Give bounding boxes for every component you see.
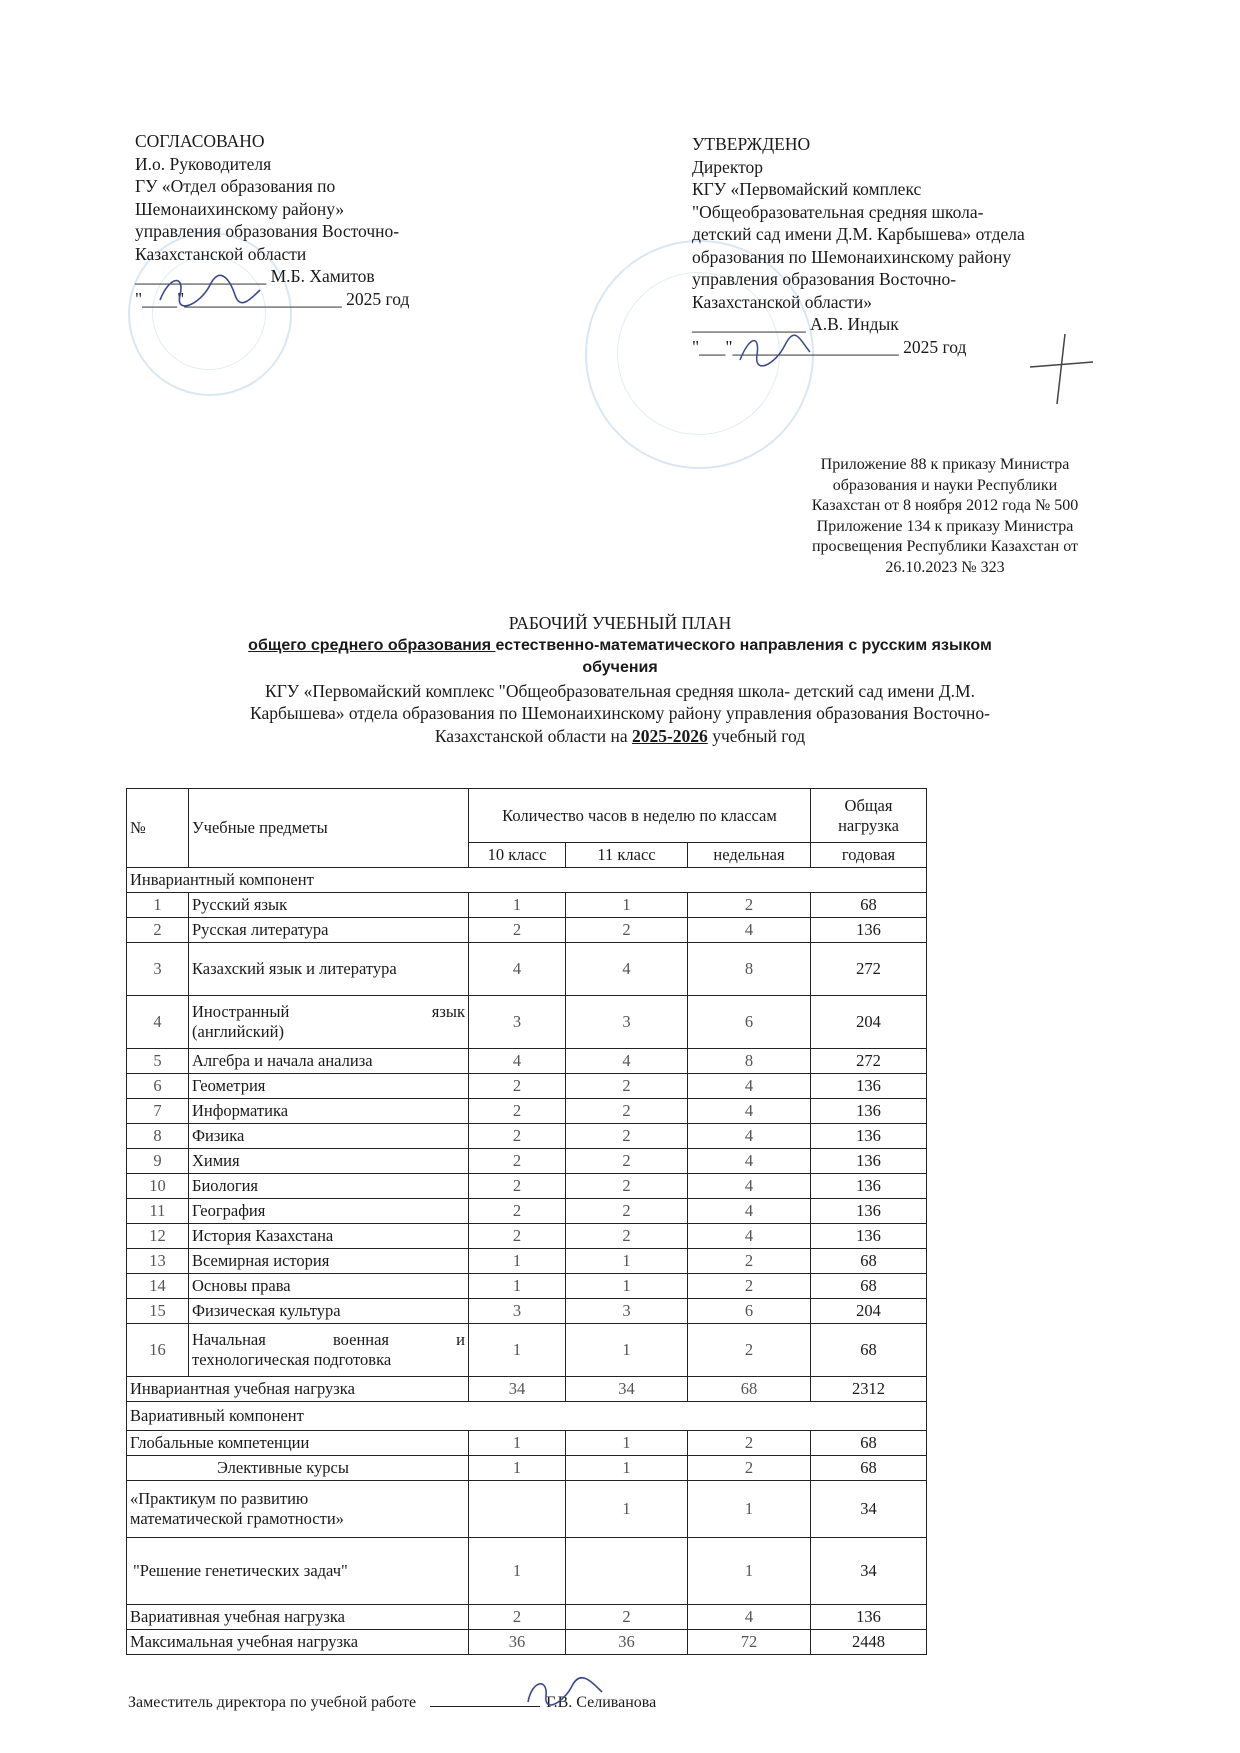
agreed-line: Шемонаихинскому району»	[135, 198, 345, 219]
row-num: 2	[127, 918, 189, 943]
row-year: 68	[811, 1249, 927, 1274]
row-g11: 1	[566, 1456, 688, 1481]
approved-line: УТВЕРЖДЕНО	[692, 134, 811, 154]
row-g10: 2	[469, 1605, 566, 1630]
row-week: 2	[688, 1431, 811, 1456]
agreed-line: ГУ «Отдел образования по	[135, 176, 336, 196]
row-subject: Биология	[189, 1174, 469, 1199]
row-week: 4	[688, 1199, 811, 1224]
row-g10: 2	[469, 1224, 566, 1249]
row-week: 4	[688, 1074, 811, 1099]
row-week: 72	[688, 1630, 811, 1655]
approved-line: образования по Шемонаихинскому району	[692, 246, 1012, 267]
approved-line: детский сад имени Д.М. Карбышева» отдела	[692, 224, 1025, 244]
row-week: 4	[688, 1149, 811, 1174]
row-num: 3	[127, 943, 189, 996]
row-g10: 2	[469, 1099, 566, 1124]
title-year-line	[120, 725, 1120, 748]
table-row	[127, 943, 927, 996]
row-g11: 1	[566, 1481, 688, 1538]
row-year: 272	[811, 943, 927, 996]
row-subject: Алгебра и начала анализа	[189, 1049, 469, 1074]
row-label: Вариативная учебная нагрузка	[127, 1605, 469, 1630]
row-subject: Геометрия	[189, 1074, 469, 1099]
row-subject-line: Иностранный язык	[192, 1002, 465, 1021]
signoff-signature	[520, 1672, 610, 1712]
approved-block	[692, 133, 1025, 358]
row-week: 8	[688, 1049, 811, 1074]
row-g10: 1	[469, 1249, 566, 1274]
header-num: №	[127, 789, 189, 868]
title-direction-rest: естественно-математического направления с русским языком	[495, 636, 992, 654]
row-g11: 2	[566, 1174, 688, 1199]
row-week: 8	[688, 943, 811, 996]
document-title	[120, 612, 1120, 747]
agreed-line: управления образования Восточно-	[135, 221, 400, 241]
table-row	[127, 1099, 927, 1124]
row-g10: 2	[469, 1199, 566, 1224]
header-grade11: 11 класс	[566, 843, 688, 868]
row-num: 7	[127, 1099, 189, 1124]
row-year: 68	[811, 1431, 927, 1456]
row-g11: 2	[566, 1199, 688, 1224]
row-g11: 1	[566, 1431, 688, 1456]
row-g11: 3	[566, 1299, 688, 1324]
row-subject: Казахский язык и литература	[189, 943, 469, 996]
approved-line: _____________ А.В. Индык	[692, 314, 899, 334]
section-row	[127, 868, 927, 893]
agreed-line: Казахстанской области	[135, 243, 307, 264]
table-row	[127, 1299, 927, 1324]
row-year: 204	[811, 996, 927, 1049]
row-g11: 4	[566, 943, 688, 996]
row-week: 68	[688, 1377, 811, 1402]
row-week: 6	[688, 1299, 811, 1324]
approved-line: КГУ «Первомайский комплекс	[692, 179, 922, 199]
approved-line: Директор	[692, 156, 764, 177]
row-year: 272	[811, 1049, 927, 1074]
row-week: 2	[688, 1456, 811, 1481]
row-g11: 2	[566, 1099, 688, 1124]
row-g11: 1	[566, 893, 688, 918]
row-year: 136	[811, 1124, 927, 1149]
row-week: 2	[688, 893, 811, 918]
row-num: 12	[127, 1224, 189, 1249]
row-g10: 2	[469, 1174, 566, 1199]
row-g11: 1	[566, 1249, 688, 1274]
appendix-text: Приложение 88 к приказу Министра образования и науки Республики Казахстан от 8 ноября 2012 года № 500 Приложение 134 к приказу Министра просвещения Республики Казахстан от 26.10.2023 № 323	[811, 456, 1079, 576]
row-g10: 2	[469, 1074, 566, 1099]
right-signature	[735, 330, 815, 370]
row-g11: 2	[566, 1124, 688, 1149]
row-subject	[189, 1324, 469, 1377]
row-label: "Решение генетических задач"	[127, 1538, 469, 1605]
table-row	[127, 1149, 927, 1174]
row-g10	[469, 1481, 566, 1538]
row-subject-line: Начальная военная и	[192, 1330, 465, 1349]
signoff-name: Г.В. Селиванова	[546, 1694, 657, 1711]
left-signature	[150, 265, 270, 315]
row-g11: 34	[566, 1377, 688, 1402]
invariant-section-label: Инвариантный компонент	[127, 868, 927, 893]
row-year: 136	[811, 1099, 927, 1124]
row-year: 136	[811, 1605, 927, 1630]
row-num: 9	[127, 1149, 189, 1174]
row-subject: Русская литература	[189, 918, 469, 943]
row-week: 1	[688, 1538, 811, 1605]
table-row	[127, 1324, 927, 1377]
row-g10: 4	[469, 943, 566, 996]
row-num: 15	[127, 1299, 189, 1324]
academic-year: 2025-2026	[631, 725, 708, 746]
row-g11: 4	[566, 1049, 688, 1074]
row-g10: 3	[469, 1299, 566, 1324]
row-num: 8	[127, 1124, 189, 1149]
table-row	[127, 1224, 927, 1249]
row-num: 13	[127, 1249, 189, 1274]
row-g11: 1	[566, 1324, 688, 1377]
title-direction	[120, 635, 1120, 658]
row-week: 4	[688, 1174, 811, 1199]
row-subject-line: (английский)	[192, 1022, 284, 1041]
row-num: 5	[127, 1049, 189, 1074]
row-year: 2448	[811, 1630, 927, 1655]
header-grade10: 10 класс	[469, 843, 566, 868]
row-subject: Основы права	[189, 1274, 469, 1299]
row-year: 34	[811, 1538, 927, 1605]
approved-line: "___"___________________ 2025 год	[692, 336, 967, 357]
row-num: 1	[127, 893, 189, 918]
row-g10: 2	[469, 1149, 566, 1174]
approved-line: "Общеобразовательная средняя школа-	[692, 201, 984, 222]
table-row	[127, 1199, 927, 1224]
table-header-row	[127, 789, 927, 843]
row-g10: 1	[469, 893, 566, 918]
row-g11: 3	[566, 996, 688, 1049]
appendix-note	[800, 455, 1090, 578]
approved-line: управления образования Восточно-	[692, 269, 957, 289]
title-org-line: КГУ «Первомайский комплекс "Общеобразовательная средняя школа- детский сад имени Д.М.	[265, 680, 975, 701]
row-g10: 1	[469, 1274, 566, 1299]
table-row	[127, 1124, 927, 1149]
header-subjects: Учебные предметы	[189, 789, 469, 868]
row-num: 14	[127, 1274, 189, 1299]
row-g11: 2	[566, 1224, 688, 1249]
row-g11: 36	[566, 1630, 688, 1655]
row-subject: История Казахстана	[189, 1224, 469, 1249]
curriculum-table	[126, 788, 927, 1655]
row-g10: 1	[469, 1431, 566, 1456]
table-row	[127, 1049, 927, 1074]
row-year: 68	[811, 893, 927, 918]
row-label: Глобальные компетенции	[127, 1431, 469, 1456]
row-label: Элективные курсы	[127, 1456, 469, 1481]
row-num: 6	[127, 1074, 189, 1099]
row-subject	[189, 996, 469, 1049]
row-year: 68	[811, 1456, 927, 1481]
row-subject: География	[189, 1199, 469, 1224]
table-row	[127, 996, 927, 1049]
variative-total-row	[127, 1605, 927, 1630]
row-label	[127, 1481, 469, 1538]
row-g10: 1	[469, 1538, 566, 1605]
row-g10: 2	[469, 918, 566, 943]
max-total-row	[127, 1630, 927, 1655]
row-subject: Русский язык	[189, 893, 469, 918]
row-g10: 1	[469, 1324, 566, 1377]
row-subject: Всемирная история	[189, 1249, 469, 1274]
row-num: 4	[127, 996, 189, 1049]
header-total: Общая нагрузка	[811, 789, 927, 843]
row-week: 4	[688, 1124, 811, 1149]
row-year: 68	[811, 1274, 927, 1299]
header-hours: Количество часов в неделю по классам	[469, 789, 811, 843]
row-g11: 2	[566, 918, 688, 943]
title-org-line: Карбышева» отдела образования по Шемонаихинскому району управления образования Восточно-	[250, 703, 990, 723]
table-row	[127, 1074, 927, 1099]
invariant-total-row	[127, 1377, 927, 1402]
row-num: 16	[127, 1324, 189, 1377]
row-subject: Химия	[189, 1149, 469, 1174]
row-year: 2312	[811, 1377, 927, 1402]
row-week: 1	[688, 1481, 811, 1538]
row-year: 34	[811, 1481, 927, 1538]
row-g11: 2	[566, 1149, 688, 1174]
agreed-line: СОГЛАСОВАНО	[135, 131, 265, 151]
row-year: 204	[811, 1299, 927, 1324]
signoff-position: Заместитель директора по учебной работе	[128, 1694, 417, 1711]
row-week: 2	[688, 1249, 811, 1274]
row-g10: 3	[469, 996, 566, 1049]
cross-mark	[1025, 332, 1095, 407]
row-g11: 2	[566, 1074, 688, 1099]
row-year: 136	[811, 1224, 927, 1249]
row-subject: Информатика	[189, 1099, 469, 1124]
row-week: 2	[688, 1324, 811, 1377]
row-label-line: «Практикум по развитию	[130, 1489, 309, 1508]
title-language: обучения	[582, 659, 658, 676]
variative-section-label: Вариативный компонент	[127, 1402, 927, 1431]
row-year: 68	[811, 1324, 927, 1377]
row-subject: Физическая культура	[189, 1299, 469, 1324]
genetics-row	[127, 1538, 927, 1605]
row-subject: Физика	[189, 1124, 469, 1149]
global-competences-row	[127, 1431, 927, 1456]
row-label: Максимальная учебная нагрузка	[127, 1630, 469, 1655]
row-g10: 2	[469, 1124, 566, 1149]
row-week: 4	[688, 1099, 811, 1124]
row-week: 6	[688, 996, 811, 1049]
row-year: 136	[811, 1149, 927, 1174]
row-g10: 36	[469, 1630, 566, 1655]
row-g10: 34	[469, 1377, 566, 1402]
table-row	[127, 918, 927, 943]
agreed-line: И.о. Руководителя	[135, 153, 272, 174]
row-subject-line: технологическая подготовка	[192, 1350, 392, 1369]
title-year-post: учебный год	[707, 725, 806, 746]
agreed-line: _______________ М.Б. Хамитов	[135, 266, 375, 286]
title-heading: РАБОЧИЙ УЧЕБНЫЙ ПЛАН	[508, 613, 732, 633]
table-row	[127, 1249, 927, 1274]
row-g10: 4	[469, 1049, 566, 1074]
invariant-total-label: Инвариантная учебная нагрузка	[127, 1377, 469, 1402]
approved-line: Казахстанской области»	[692, 291, 873, 312]
row-week: 4	[688, 1224, 811, 1249]
row-g11: 2	[566, 1605, 688, 1630]
elective-courses-row	[127, 1456, 927, 1481]
section-row	[127, 1402, 927, 1431]
row-year: 136	[811, 1199, 927, 1224]
row-year: 136	[811, 1174, 927, 1199]
row-g10: 1	[469, 1456, 566, 1481]
row-g11: 1	[566, 1274, 688, 1299]
row-num: 11	[127, 1199, 189, 1224]
table-row	[127, 1274, 927, 1299]
table-row	[127, 1174, 927, 1199]
row-label-line: математической грамотности»	[130, 1509, 344, 1528]
title-year-pre: Казахстанской области на	[434, 725, 632, 746]
row-year: 136	[811, 1074, 927, 1099]
practicum-row	[127, 1481, 927, 1538]
row-g11	[566, 1538, 688, 1605]
agreed-line: "____"__________________ 2025 год	[135, 288, 410, 309]
header-weekly: недельная	[688, 843, 811, 868]
row-week: 4	[688, 918, 811, 943]
table-row	[127, 893, 927, 918]
title-direction-underlined: общего среднего образования	[248, 636, 496, 654]
row-year: 136	[811, 918, 927, 943]
row-week: 4	[688, 1605, 811, 1630]
row-week: 2	[688, 1274, 811, 1299]
row-num: 10	[127, 1174, 189, 1199]
header-yearly: годовая	[811, 843, 927, 868]
